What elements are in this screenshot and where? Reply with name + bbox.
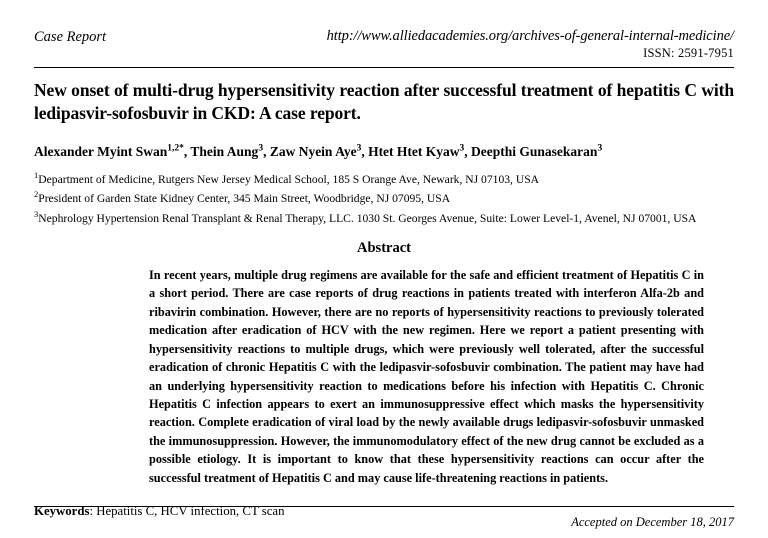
keywords-text: : Hepatitis C, HCV infection, CT scan: [89, 504, 285, 519]
keywords-label: Keywords: [34, 504, 90, 519]
affiliation-item: $^2$President of Garden State Kidney Center, 345 Main Street, Woodbridge, NJ 07095, USA: [34, 189, 451, 206]
journal-info: [106, 28, 734, 61]
page-header: [34, 28, 734, 61]
affiliation-item: $^1$Department of Medicine, Rutgers New Jersey Medical School, 185 S Orange Ave, Newark, NJ 07103, USA: [34, 170, 540, 187]
journal-url[interactable]: http://www.alliedacademies.org/archives-of-general-internal-medicine/: [326, 28, 734, 44]
header-divider: [34, 67, 734, 68]
page-title: New onset of multi-drug hypersensitivity reaction after successful treatment of hepatitis C with ledipasvir-sofosbuvir in CKD: A case report.: [34, 80, 734, 124]
affiliation-item: $^3$Nephrology Hypertension Renal Transplant & Renal Therapy, LLC. 1030 St. Georges Avenue, Suite: Lower Level-1, Avenel, NJ 07001, USA: [34, 208, 697, 225]
author-list-text: Alexander Myint Swan$^{1,2*}$, Thein Aung$^3$, Zaw Nyein Aye$^3$, Htet Htet Kyaw$^3$, Deepthi Gunasekaran$^3$: [34, 143, 603, 159]
abstract-text: In recent years, multiple drug regimens are available for the safe and efficient treatment of Hepatitis C in a short period. There are case reports of drug reactions in patients treated with interferon Alfa-2b and ribavirin combination. However, there are no reports of hypersensitivity reactions to previously tolerated medication after eradication of HCV with the new regimen. Here we report a patient presenting with hypersensitivity reactions to multiple drugs, which were previously well tolerated, after the successful eradication of chronic Hepatitis C with the ledipasvir-sofosbuvir combination. The patient may have had an underlying hypersensitivity reaction to medications before his infection with Hepatitis C. Chronic Hepatitis C infection appears to exert an immunosuppressive effect which masks the hypersensitivity reaction. Complete eradication of viral load by the newly available drugs ledipasvir-sofosbuvir unmasked the immunosuppression. However, the immunomodulatory effect of the new drug cannot be excluded as a possible etiology. It is important to know that these hypersensitivity reactions can occur after the successful treatment of Hepatitis C and may cause life-threatening reactions in patients.: [149, 267, 704, 485]
accepted-date: Accepted on December 18, 2017: [571, 515, 734, 529]
affiliation-list: [34, 169, 734, 227]
footer-divider: [34, 506, 734, 507]
abstract-heading: Abstract: [357, 239, 411, 256]
author-list: [34, 142, 734, 160]
journal-issn: ISSN: 2591-7951: [643, 46, 734, 60]
article-type-label: Case Report: [34, 29, 107, 45]
